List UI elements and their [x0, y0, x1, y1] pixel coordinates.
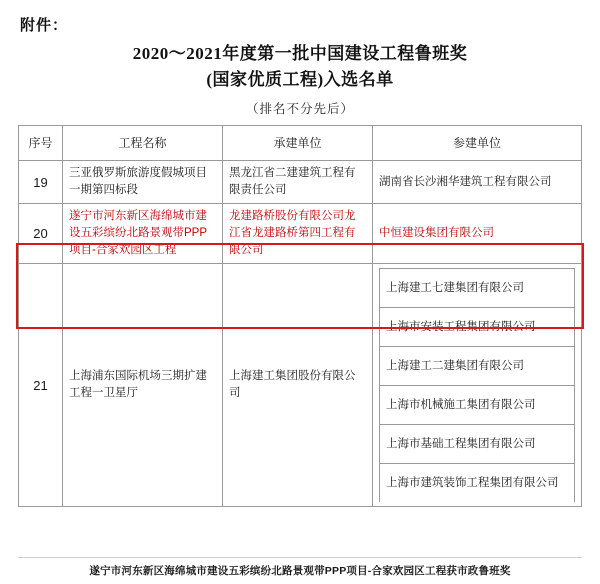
attachment-label: 附件：: [20, 17, 69, 34]
table-row: [19, 161, 582, 204]
list-item: [380, 464, 575, 503]
column-header-participants: 参建单位: [373, 126, 582, 161]
table-row-highlighted: [19, 204, 582, 264]
participant-unit: 上海建工七建集团有限公司: [380, 269, 575, 308]
footer-divider: [18, 557, 582, 558]
participant-unit: 上海市基础工程集团有限公司: [380, 425, 575, 464]
award-list-table: [18, 125, 582, 507]
row-no: 21: [19, 264, 63, 507]
table-header: [19, 126, 582, 161]
row-builder-unit: 上海建工集团股份有限公司: [223, 264, 373, 507]
table-body: [19, 161, 582, 507]
participant-unit: 上海市安装工程集团有限公司: [380, 308, 575, 347]
participant-unit: 上海建工二建集团有限公司: [380, 347, 575, 386]
participant-unit: 上海市机械施工集团有限公司: [380, 386, 575, 425]
table-row: [19, 264, 582, 507]
list-item: [380, 308, 575, 347]
title-line-1: 2020～2021年度第一批中国建设工程鲁班奖: [132, 44, 468, 63]
title-line-2: (国家优质工程)入选名单: [206, 70, 394, 89]
participant-unit: 上海市建筑装饰工程集团有限公司: [380, 464, 575, 503]
list-item: [380, 425, 575, 464]
table-header-row: [19, 126, 582, 161]
row-participant-unit: 湖南省长沙湘华建筑工程有限公司: [373, 161, 582, 204]
list-item: [380, 347, 575, 386]
row-project-name: 三亚俄罗斯旅游度假城项目一期第四标段: [63, 161, 223, 204]
row-project-name: 上海浦东国际机场三期扩建工程一卫星厅: [63, 264, 223, 507]
row-no: 20: [19, 204, 63, 264]
title-subtitle: （排名不分先后）: [245, 102, 354, 116]
column-header-project: 工程名称: [63, 126, 223, 161]
column-header-builder: 承建单位: [223, 126, 373, 161]
row-no: 19: [19, 161, 63, 204]
row-participant-unit: 中恒建设集团有限公司: [373, 204, 582, 264]
list-item: [380, 269, 575, 308]
row-builder-unit: 龙建路桥股份有限公司龙江省龙建路桥第四工程有限公司: [223, 204, 373, 264]
row-project-name: 遂宁市河东新区海绵城市建设五彩缤纷北路景观带PPP项目-合家欢园区工程: [63, 204, 223, 264]
column-header-no: 序号: [19, 126, 63, 161]
document-title: [18, 41, 582, 93]
row-participant-list: [373, 264, 582, 507]
participant-sublist: [379, 268, 575, 502]
list-item: [380, 386, 575, 425]
footer-caption: 遂宁市河东新区海绵城市建设五彩缤纷北路景观带PPP项目-合家欢园区工程获市政鲁班奖: [89, 565, 511, 577]
row-builder-unit: 黑龙江省二建建筑工程有限责任公司: [223, 161, 373, 204]
